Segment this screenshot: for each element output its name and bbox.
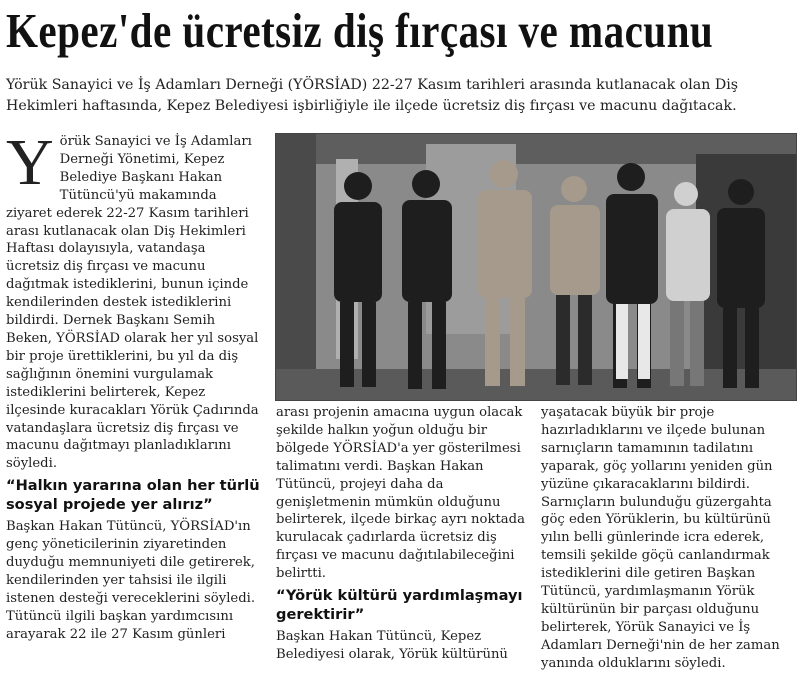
column-1 (6, 126, 262, 644)
column-3 (541, 404, 797, 673)
column-3-paragraph-1: yaşatacak büyük bir proje hazırladıklarını ve ilçede bulunan sarnıçların tamamının tadilatını yaparak, göç yollarını yeniden gün yüzüne çıkaracaklarını bildirdi. Sarnıçların bulunduğu güzergahta göç eden Yörüklerin, bu kültürünü yılın belli günlerinde icra ederek, temsili şekilde göçü canlandırmak istediklerini dile getiren Başkan Tütüncü, yardımlaşmanın Yörük kültürünün bir parçası olduğunu belirterek, Yörük Sanayici ve İş Adamları Derneği'nin de her zaman yanında olduklarını söyledi. (541, 405, 780, 671)
group-photo-image (276, 134, 796, 400)
column-2 (276, 404, 532, 664)
lead-paragraph: Yörük Sanayici ve İş Adamları Derneği (YÖRSİAD) 22-27 Kasım tarihleri arasında kutlanacak olan Diş Hekimleri haftasında, Kepez Belediyesi işbirliğiyle ile ilçede ücretsiz diş fırçası ve macunu dağıtacak. (6, 77, 739, 114)
column-2-paragraph-1: arası projenin amacına uygun olacak şekilde halkın yoğun olduğu bir bölgede YÖRSİAD'a yer gösterilmesi talimatını verdi. Başkan Hakan Tütüncü, projeyi daha da genişletmenin mümkün olduğunu belirterek, ilçede birkaç ayrı noktada kurulacak çadırlarda ücretsiz diş fırçası ve macunu dağıtılabileceğini belirtti. (276, 405, 525, 582)
subheading-1: “Halkın yararına olan her türlü sosyal projede yer alırız” (6, 477, 260, 514)
subheading-2: “Yörük kültürü yardımlaşmayı gerektirir” (276, 587, 523, 624)
headline: Kepez'de ücretsiz diş fırçası ve macunu (6, 3, 714, 58)
column-1-body: örük Sanayici ve İş Adamları Derneği Yönetimi, Kepez Belediye Başkanı Hakan Tütüncü'yü makamında ziyaret ederek 22-27 Kasım tarihleri arası kutlanacak olan Diş Hekimleri Haftası dolayısıyla, vatandaşa ücretsiz diş fırçası ve macunu dağıtmak istediklerini, bunun içinde kendilerinden destek istediklerini bildirdi. Dernek Başkanı Semih Beken, YÖRSİAD olarak her yıl sosyal bir proje ürettiklerini, bu yıl da diş sağlığının önemini vurgulamak istediklerini belirterek, Kepez ilçesinde kuracakları Yörük Çadırında vatandaşlara ücretsiz diş fırçası ve macunu dağıtmayı planladıklarını söyledi. (6, 134, 259, 472)
drop-cap: Y (6, 126, 54, 199)
group-photo (275, 133, 797, 401)
column-2-paragraph-2: Başkan Hakan Tütüncü, Kepez Belediyesi olarak, Yörük kültürünü (276, 629, 508, 662)
column-1-paragraph-2: Başkan Hakan Tütüncü, YÖRSİAD'ın genç yöneticilerinin ziyaretinden duyduğu memnuniyeti dile getirerek, kendilerinden yer tahsisi ile ilgili istenen desteği vereceklerini söyledi. Tütüncü ilgili başkan yardımcısını arayarak 22 ile 27 Kasım günleri (6, 519, 256, 642)
column-1-paragraph-1 (6, 126, 262, 473)
